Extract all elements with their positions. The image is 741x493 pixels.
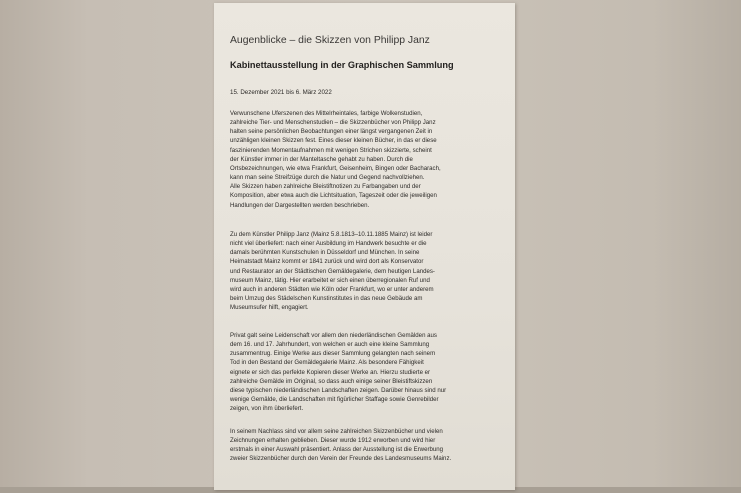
placard-subtitle: Kabinettausstellung in der Graphischen Sammlung [230, 60, 454, 70]
text-line: faszinierenden Momentaufnahmen mit wenigen Strichen skizzierte, scheint [230, 146, 432, 154]
text-line: zahlreiche Tier- und Menschenstudien – die Skizzenbücher von Philipp Janz [230, 119, 436, 127]
text-line: In seinem Nachlass sind vor allem seine zahlreichen Skizzenbücher und vielen [230, 428, 443, 435]
text-line: diese typischen niederländischen Landschaften zeigen. Darüber hinaus sind nur [230, 386, 447, 394]
text-line: Heimatstadt Mainz kommt er 1841 zurück und wird dort als Konservator [230, 258, 424, 266]
text-line: nicht viel überliefert: nach einer Ausbildung im Handwerk besuchte er die [230, 240, 427, 248]
text-line: eignete er sich das perfekte Kopieren dieser Werke an. Hierzu studierte er [230, 368, 431, 376]
text-line: zahlreiche Gemälde im Original, so dass auch einige seiner Bleistiftskizzen [230, 377, 433, 385]
text-line: Verwunschene Uferszenen des Mittelrheintales, farbige Wolkenstudien, [230, 110, 423, 117]
exhibition-dates: 15. Dezember 2021 bis 6. März 2022 [230, 89, 332, 96]
paragraph-biography [230, 230, 510, 312]
text-line: beim Umzug des Städelschen Kunstinstitutes in das neue Gebäude am [230, 295, 423, 303]
paragraph-sketchbooks [230, 109, 510, 210]
text-line: zusammentrug. Einige Werke aus dieser Sammlung gelangten nach seinem [230, 350, 436, 358]
text-line: Privat galt seine Leidenschaft vor allem den niederländischen Gemälden aus [230, 332, 437, 339]
text-line: Zeichnungen erhalten geblieben. Dieser wurde 1912 erworben und wird hier [230, 437, 436, 445]
placard-title: Augenblicke – die Skizzen von Philipp Janz [230, 35, 430, 46]
text-line: Ortsbezeichnungen, wie etwa Frankfurt, Geisenheim, Bingen oder Bacharach, [230, 164, 441, 172]
text-line: und Restaurator an der Städtischen Gemäldegalerie, dem heutigen Landes- [230, 267, 435, 275]
text-line: Komposition, aber etwa auch die Lichtsituation, Tageszeit oder die jeweiligen [230, 192, 437, 200]
text-line: Alle Skizzen haben zahlreiche Bleistiftnotizen zu Farbangaben und der [230, 183, 421, 191]
text-line: Tod in den Bestand der Gemäldegalerie Mainz. Als besondere Fähigkeit [230, 359, 424, 367]
text-line: kann man seine Streifzüge durch die Natur und Gegend nachvollziehen. [230, 174, 425, 182]
text-line: wird auch in anderen Städten wie Köln oder Frankfurt, wo er unter anderem [230, 285, 434, 293]
text-line: dem 16. und 17. Jahrhundert, von welchen er auch eine kleine Sammlung [230, 341, 430, 349]
text-line: Museumsufer hilft, engagiert. [230, 304, 309, 312]
text-line: wenige Gemälde, die Landschaften mit figürlicher Staffage sowie Genrebilder [230, 396, 439, 404]
text-line: der Künstler immer in der Manteltasche gehabt zu haben. Durch die [230, 155, 413, 163]
text-line: Handlungen der Dargestellten werden beschrieben. [230, 201, 370, 209]
paragraph-collection [230, 331, 510, 413]
text-line: zweier Skizzenbücher durch den Verein der Freunde des Landesmuseums Mainz. [230, 455, 452, 463]
text-line: halten seine persönlichen Beobachtungen einer längst vergangenen Zeit in [230, 128, 433, 136]
exhibition-placard [214, 3, 515, 490]
text-line: damals berühmten Kunstschulen in Düsseldorf und München. In seine [230, 249, 420, 257]
text-line: unzähligen kleinen Skizzen fest. Eines dieser kleinen Bücher, in das er diese [230, 137, 437, 145]
paragraph-estate [230, 427, 510, 464]
text-line: zeigen, von ihm überliefert. [230, 405, 304, 413]
text-line: museum Mainz, tätig. Hier erarbeitet er sich einen überregionalen Ruf und [230, 276, 430, 284]
text-line: Zu dem Künstler Philipp Janz (Mainz 5.8.1813–10.11.1885 Mainz) ist leider [230, 231, 433, 238]
text-line: erstmals in einer Auswahl präsentiert. Anlass der Ausstellung ist die Erwerbung [230, 446, 444, 454]
